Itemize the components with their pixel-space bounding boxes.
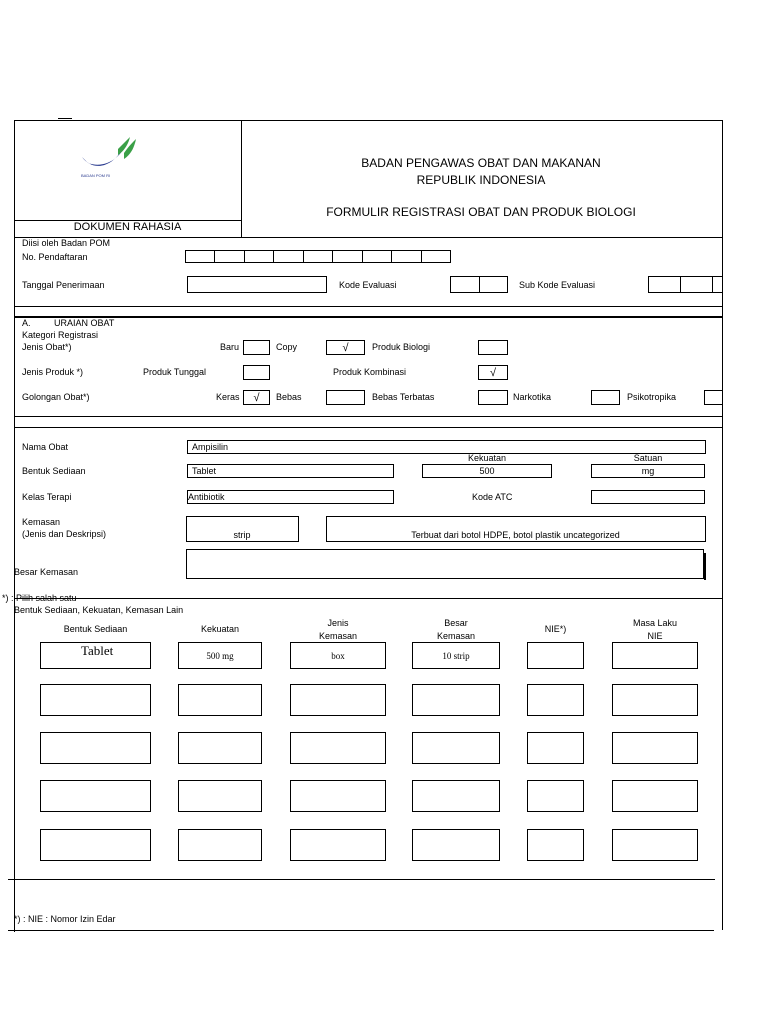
dosage-form-label: Bentuk Sediaan (22, 466, 86, 476)
row1-form-value: Tablet (81, 643, 114, 658)
form-title: FORMULIR REGISTRASI OBAT DAN PRODUK BIOLOGI (326, 205, 636, 219)
row3-nie-field[interactable] (527, 732, 584, 764)
atc-code-field[interactable] (591, 490, 705, 504)
keras-label: Keras (216, 392, 240, 402)
row3-pack-size-field[interactable] (412, 732, 500, 764)
section-a-top-line (14, 306, 722, 307)
sub-eval-code-label: Sub Kode Evaluasi (519, 280, 596, 290)
row2-strength-field[interactable] (178, 684, 262, 716)
row4-nie-field[interactable] (527, 780, 584, 812)
header-kekuatan: Kekuatan (200, 624, 240, 634)
narkotika-label: Narkotika (513, 392, 552, 402)
packaging-desc-value: Terbuat dari botol HDPE, botol plastik uncategorized (411, 530, 620, 540)
baru-label: Baru (220, 342, 240, 352)
therapy-class-label: Kelas Terapi (22, 492, 72, 502)
section-a-title: URAIAN OBAT (54, 318, 115, 328)
reg-no-label: No. Pendaftaran (22, 252, 88, 262)
header-besar: Besar (444, 618, 468, 628)
row2-validity-field[interactable] (612, 684, 698, 716)
product-type-label: Jenis Produk *) (22, 367, 84, 377)
logo-caption: BADAN POM RI (81, 173, 111, 178)
header-bentuk-sediaan: Bentuk Sediaan (63, 624, 128, 634)
row4-form-field[interactable] (40, 780, 151, 812)
row1-validity-field[interactable] (612, 642, 698, 669)
eval-code-cells[interactable] (450, 276, 508, 293)
row5-form-field[interactable] (40, 829, 151, 861)
produk-kombinasi-checkbox[interactable]: √ (478, 365, 508, 380)
header-kemasan-1: Kemasan (318, 631, 358, 641)
other-section-line (14, 598, 722, 599)
dosage-form-field[interactable]: Tablet (187, 464, 394, 478)
produk-tunggal-label: Produk Tunggal (143, 367, 207, 377)
packaging-type-value: strip (233, 530, 251, 540)
produk-tunggal-checkbox[interactable] (243, 365, 270, 380)
row1-form-field[interactable] (40, 642, 151, 669)
bebas-label: Bebas (276, 392, 302, 402)
row4-validity-field[interactable] (612, 780, 698, 812)
row3-validity-field[interactable] (612, 732, 698, 764)
row5-pack-size-field[interactable] (412, 829, 500, 861)
category-label: Kategori Registrasi (22, 330, 99, 340)
baru-checkbox[interactable] (243, 340, 270, 355)
other-forms-title: Bentuk Sediaan, Kekuatan, Kemasan Lain (14, 605, 184, 615)
header-masa-laku: Masa Laku (632, 618, 678, 628)
bebas-terbatas-checkbox[interactable] (478, 390, 508, 405)
filled-by-label: Diisi oleh Badan POM (22, 238, 111, 248)
row3-pack-type-field[interactable] (290, 732, 386, 764)
unit-label: Satuan (633, 453, 663, 463)
row1-nie-field[interactable] (527, 642, 584, 669)
unit-field[interactable]: mg (591, 464, 705, 478)
pack-size-label: Besar Kemasan (14, 567, 79, 577)
top-tick (58, 118, 72, 119)
drug-section-top-line-2 (14, 427, 722, 428)
row3-form-field[interactable] (40, 732, 151, 764)
row3-strength-field[interactable] (178, 732, 262, 764)
keras-checkbox[interactable]: √ (243, 390, 270, 405)
row1-strength-field[interactable]: 500 mg (178, 642, 262, 669)
header-masa-laku-nie: NIE (647, 631, 663, 641)
class-label: Golongan Obat*) (22, 392, 90, 402)
header-jenis: Jenis (327, 618, 349, 628)
header-kemasan-2: Kemasan (436, 631, 476, 641)
psikotropika-label: Psikotropika (627, 392, 677, 402)
drug-section-top-line (14, 416, 722, 417)
row5-strength-field[interactable] (178, 829, 262, 861)
section-a-top-line-2 (14, 316, 722, 318)
copy-checkbox[interactable]: √ (326, 340, 365, 355)
atc-code-label: Kode ATC (472, 492, 513, 502)
eval-code-label: Kode Evaluasi (339, 280, 397, 290)
header-bottom-line (14, 237, 722, 238)
top-border (14, 120, 722, 121)
row2-form-field[interactable] (40, 684, 151, 716)
row2-pack-size-field[interactable] (412, 684, 500, 716)
packaging-desc-field[interactable] (326, 516, 706, 542)
pack-size-shadow (704, 553, 706, 580)
choose-one-note: *) : Pilih salah satu (2, 593, 77, 603)
row2-pack-type-field[interactable] (290, 684, 386, 716)
bottom-line (8, 930, 714, 931)
bebas-checkbox[interactable] (326, 390, 365, 405)
reg-no-cells[interactable] (185, 250, 451, 263)
received-date-label: Tanggal Penerimaan (22, 280, 105, 290)
row4-pack-size-field[interactable] (412, 780, 500, 812)
row4-pack-type-field[interactable] (290, 780, 386, 812)
row5-validity-field[interactable] (612, 829, 698, 861)
bebas-terbatas-label: Bebas Terbatas (372, 392, 435, 402)
drug-name-label: Nama Obat (22, 442, 69, 452)
packaging-type-field[interactable] (186, 516, 299, 542)
drug-type-label: Jenis Obat*) (22, 342, 72, 352)
psikotropika-checkbox[interactable] (704, 390, 722, 405)
row4-strength-field[interactable] (178, 780, 262, 812)
produk-biologi-label: Produk Biologi (372, 342, 431, 352)
received-date-field[interactable] (187, 276, 327, 293)
header-nie: NIE*) (544, 624, 567, 634)
therapy-class-field[interactable]: Antibiotik (187, 490, 394, 504)
footer-line (8, 879, 715, 880)
section-a-letter: A. (22, 318, 31, 328)
left-border (14, 120, 15, 932)
right-border (722, 120, 723, 930)
produk-kombinasi-label: Produk Kombinasi (333, 367, 407, 377)
logo (78, 135, 140, 181)
pack-size-field[interactable] (186, 549, 704, 579)
row2-nie-field[interactable] (527, 684, 584, 716)
row1-pack-size-field[interactable]: 10 strip (412, 642, 500, 669)
packaging-label: Kemasan (22, 517, 61, 527)
agency-line-1: BADAN PENGAWAS OBAT DAN MAKANAN (361, 156, 601, 170)
sub-eval-code-cells[interactable] (648, 276, 722, 293)
strength-label: Kekuatan (467, 453, 507, 463)
drug-name-field[interactable]: Ampisilin (187, 440, 706, 454)
strength-field[interactable]: 500 (422, 464, 552, 478)
row5-nie-field[interactable] (527, 829, 584, 861)
packaging-sub-label: (Jenis dan Deskripsi) (22, 529, 107, 539)
produk-biologi-checkbox[interactable] (478, 340, 508, 355)
row1-pack-type-field[interactable]: box (290, 642, 386, 669)
confidential-label: DOKUMEN RAHASIA (73, 221, 182, 233)
copy-label: Copy (276, 342, 298, 352)
narkotika-checkbox[interactable] (591, 390, 620, 405)
nie-footnote: *) : NIE : Nomor Izin Edar (14, 914, 116, 924)
agency-line-2: REPUBLIK INDONESIA (416, 173, 546, 187)
row5-pack-type-field[interactable] (290, 829, 386, 861)
